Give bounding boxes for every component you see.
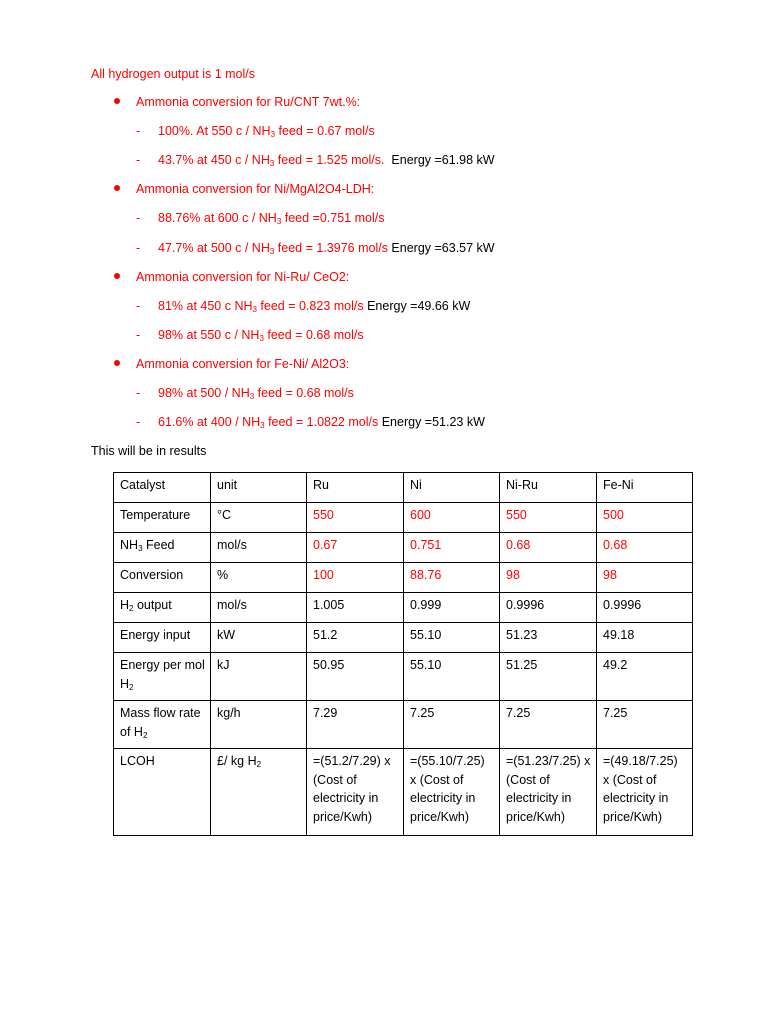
section-heading: Ammonia conversion for Ni/MgAl2O4-LDH:: [136, 182, 375, 196]
value-cell: 50.95: [307, 653, 404, 701]
list-item: 81% at 450 c $NH_3$ feed = 0.823 mol/s Energy =49.66 kW: [158, 299, 471, 314]
table-row: [114, 749, 693, 836]
unit-cell: kW: [211, 623, 307, 653]
value-cell: 1.005: [307, 593, 404, 623]
intro-text: All hydrogen output is 1 mol/s: [91, 67, 255, 81]
bullet-icon: [114, 360, 120, 366]
results-note: This will be in results: [91, 444, 207, 458]
section-heading: Ammonia conversion for Ru/CNT 7wt.%:: [136, 95, 361, 109]
value-cell: 0.9996: [500, 593, 597, 623]
value-cell: 7.25: [597, 701, 693, 749]
value-cell: 98: [500, 563, 597, 593]
dash-icon: -: [136, 124, 141, 138]
dash-icon: -: [136, 241, 141, 255]
value-cell: =(55.10/7.25) x (Cost of electricity in price/Kwh): [404, 749, 500, 836]
unit-cell: %: [211, 563, 307, 593]
dash-icon: -: [136, 386, 141, 400]
value-cell: 51.25: [500, 653, 597, 701]
list-item: 100%. At 550 c / $NH_3$ feed = 0.67 mol/s: [158, 124, 375, 139]
table-row: [114, 593, 693, 623]
header-cell: Ru: [307, 473, 404, 503]
row-label: Energy per mol $H_2$: [114, 653, 211, 701]
header-cell: Catalyst: [114, 473, 211, 503]
value-cell: 7.29: [307, 701, 404, 749]
unit-cell: kg/h: [211, 701, 307, 749]
unit-cell: mol/s: [211, 533, 307, 563]
table-row: [114, 653, 693, 701]
value-cell: =(51.2/7.29) x (Cost of electricity in price/Kwh): [307, 749, 404, 836]
row-label: $H_2$ output: [114, 593, 211, 623]
header-cell: Fe-Ni: [597, 473, 693, 503]
results-table: [113, 472, 693, 836]
table-row: [114, 563, 693, 593]
header-cell: unit: [211, 473, 307, 503]
value-cell: 49.2: [597, 653, 693, 701]
bullet-icon: [114, 98, 120, 104]
bullet-icon: [114, 185, 120, 191]
dash-icon: -: [136, 415, 141, 429]
value-cell: 88.76: [404, 563, 500, 593]
value-cell: 600: [404, 503, 500, 533]
section-heading: Ammonia conversion for Fe-Ni/ Al2O3:: [136, 357, 350, 371]
value-cell: 51.23: [500, 623, 597, 653]
value-cell: 500: [597, 503, 693, 533]
table-row: [114, 533, 693, 563]
value-cell: 0.68: [500, 533, 597, 563]
table-header-row: [114, 473, 693, 503]
header-cell: Ni: [404, 473, 500, 503]
value-cell: =(51.23/7.25) x (Cost of electricity in price/Kwh): [500, 749, 597, 836]
value-cell: 49.18: [597, 623, 693, 653]
list-item: 61.6% at $400 / NH_3$ feed = 1.0822 mol/s Energy =51.23 kW: [158, 415, 485, 430]
value-cell: 7.25: [404, 701, 500, 749]
value-cell: 0.68: [597, 533, 693, 563]
section-heading: Ammonia conversion for Ni-Ru/ CeO2:: [136, 270, 350, 284]
value-cell: 0.9996: [597, 593, 693, 623]
table-row: [114, 623, 693, 653]
row-label: $NH_3$ Feed: [114, 533, 211, 563]
bullet-icon: [114, 273, 120, 279]
table-row: [114, 503, 693, 533]
dash-icon: -: [136, 299, 141, 313]
unit-cell: °C: [211, 503, 307, 533]
table-row: [114, 701, 693, 749]
unit-cell: mol/s: [211, 593, 307, 623]
value-cell: =(49.18/7.25) x (Cost of electricity in price/Kwh): [597, 749, 693, 836]
unit-cell: £/ kg $H_2$: [211, 749, 307, 836]
dash-icon: -: [136, 328, 141, 342]
row-label: Mass flow rate of $H_2$: [114, 701, 211, 749]
list-item: 88.76% at 600 c / $NH_3$ feed =0.751 mol/s: [158, 211, 385, 226]
value-cell: 550: [500, 503, 597, 533]
dash-icon: -: [136, 153, 141, 167]
value-cell: 0.999: [404, 593, 500, 623]
value-cell: 100: [307, 563, 404, 593]
unit-cell: kJ: [211, 653, 307, 701]
value-cell: 550: [307, 503, 404, 533]
list-item: 98% at $500 / NH_3$ feed = 0.68 mol/s: [158, 386, 354, 401]
value-cell: 0.751: [404, 533, 500, 563]
value-cell: 55.10: [404, 623, 500, 653]
row-label: LCOH: [114, 749, 211, 836]
value-cell: 55.10: [404, 653, 500, 701]
row-label: Energy input: [114, 623, 211, 653]
row-label: Temperature: [114, 503, 211, 533]
value-cell: 98: [597, 563, 693, 593]
list-item: 98% at 550 c / $NH_3$ feed = 0.68 mol/s: [158, 328, 364, 343]
value-cell: 0.67: [307, 533, 404, 563]
list-item: 43.7% at 450 c / $NH_3$ feed = 1.525 mol/s. Energy =61.98 kW: [158, 153, 495, 168]
dash-icon: -: [136, 211, 141, 225]
row-label: Conversion: [114, 563, 211, 593]
value-cell: 51.2: [307, 623, 404, 653]
header-cell: Ni-Ru: [500, 473, 597, 503]
value-cell: 7.25: [500, 701, 597, 749]
list-item: 47.7% at 500 c / $NH_3$ feed = 1.3976 mol/s Energy =63.57 kW: [158, 241, 495, 256]
